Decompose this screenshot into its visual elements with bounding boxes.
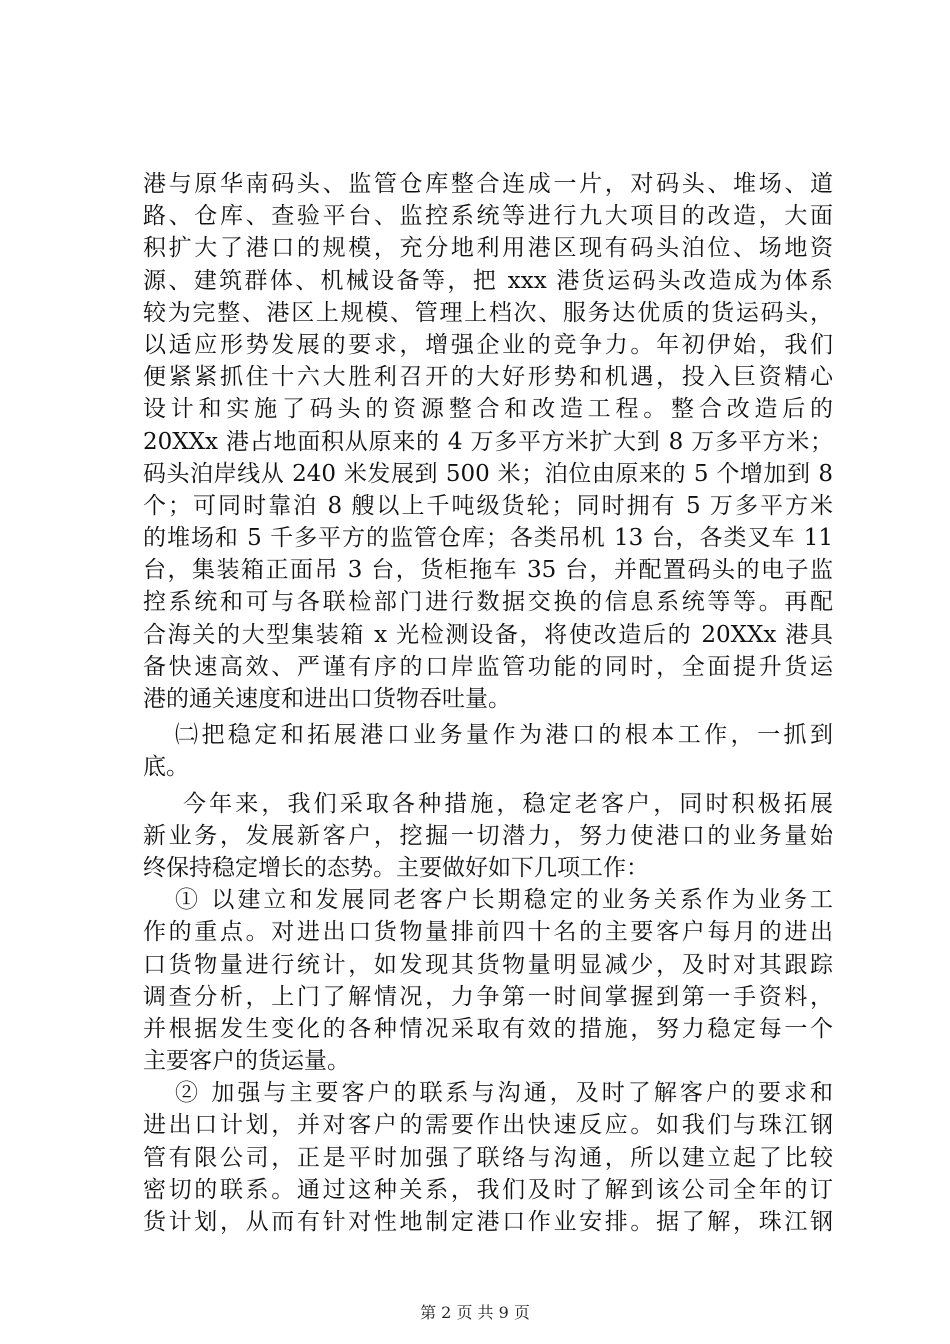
- text-line: 并根据发生变化的各种情况采取有效的措施，努力稳定每一个: [143, 1015, 833, 1042]
- page-number-footer: 第 2 页 共 9 页: [420, 1303, 530, 1322]
- text-line: 备快速高效、严谨有序的口岸监管功能的同时，全面提升货运: [143, 653, 833, 680]
- text-line: 货计划，从而有针对性地制定港口作业安排。据了解，珠江钢: [143, 1209, 833, 1235]
- text-line: 港的通关速度和进出口货物吞吐量。: [143, 686, 511, 712]
- text-line: 调查分析，上门了解情况，力争第一时间掌握到第一手资料，: [143, 983, 833, 1010]
- text-line: 的堆场和 5 千多平方的监管仓库；各类吊机 13 台，各类叉车 11: [143, 525, 833, 552]
- list-item-2: ② 加强与主要客户的联系与沟通，及时了解客户的要求和: [175, 1080, 833, 1107]
- text-line: 控系统和可与各联检部门进行数据交换的信息系统等等。再配: [143, 589, 833, 616]
- text-line: 主要客户的货运量。: [143, 1048, 350, 1075]
- text-line: 以适应形势发展的要求，增强企业的竞争力。年初伊始，我们: [143, 331, 833, 358]
- text-line: 新业务，发展新客户，挖掘一切潜力，努力使港口的业务量始: [143, 822, 833, 849]
- text-line: 设计和实施了码头的资源整合和改造工程。整合改造后的: [143, 396, 833, 423]
- text-line: 作的重点。对进出口货物量排前四十名的主要客户每月的进出: [143, 919, 833, 946]
- text-line: 路、仓库、查验平台、监控系统等进行九大项目的改造，大面: [143, 203, 833, 230]
- text-line: 台，集装箱正面吊 3 台，货柜拖车 35 台，并配置码头的电子监: [143, 557, 833, 584]
- text-line: 今年来，我们采取各种措施，稳定老客户，同时积极拓展: [183, 790, 833, 817]
- text-line: 20XXx 港占地面积从原来的 4 万多平方米扩大到 8 万多平方米；: [143, 428, 833, 455]
- list-item-1: ① 以建立和发展同老客户长期稳定的业务关系作为业务工: [175, 887, 833, 914]
- text-line: 便紧紧抓住十六大胜利召开的大好形势和机遇，投入巨资精心: [143, 364, 833, 391]
- text-line: 码头泊岸线从 240 米发展到 500 米；泊位由原来的 5 个增加到 8: [143, 460, 833, 487]
- text-line: 港与原华南码头、监管仓库整合连成一片，对码头、堆场、道: [143, 171, 833, 197]
- text-line: 进出口计划，并对客户的需要作出快速反应。如我们与珠江钢: [143, 1112, 833, 1139]
- text-line: 积扩大了港口的规模，充分地利用港区现有码头泊位、场地资: [143, 235, 833, 262]
- document-body: [143, 168, 833, 1238]
- text-line: 口货物量进行统计，如发现其货物量明显减少，及时对其跟踪: [143, 951, 833, 978]
- text-line: 合海关的大型集装箱 x 光检测设备，将使改造后的 20XXx 港具: [143, 621, 833, 648]
- text-line: 源、建筑群体、机械设备等，把 xxx 港货运码头改造成为体系: [143, 267, 833, 294]
- text-line: 较为完整、港区上规模、管理上档次、服务达优质的货运码头，: [143, 299, 833, 326]
- text-line: 密切的联系。通过这种关系，我们及时了解到该公司全年的订: [143, 1176, 833, 1203]
- text-line: 个；可同时靠泊 8 艘以上千吨级货轮；同时拥有 5 万多平方米: [143, 492, 833, 519]
- section-heading-cont: 底。: [143, 754, 189, 781]
- section-heading: ㈡把稳定和拓展港口业务量作为港口的根本工作，一抓到: [175, 722, 833, 749]
- text-line: 终保持稳定增长的态势。主要做好如下几项工作：: [143, 854, 649, 881]
- text-line: 管有限公司，正是平时加强了联络与沟通，所以建立起了比较: [143, 1144, 833, 1171]
